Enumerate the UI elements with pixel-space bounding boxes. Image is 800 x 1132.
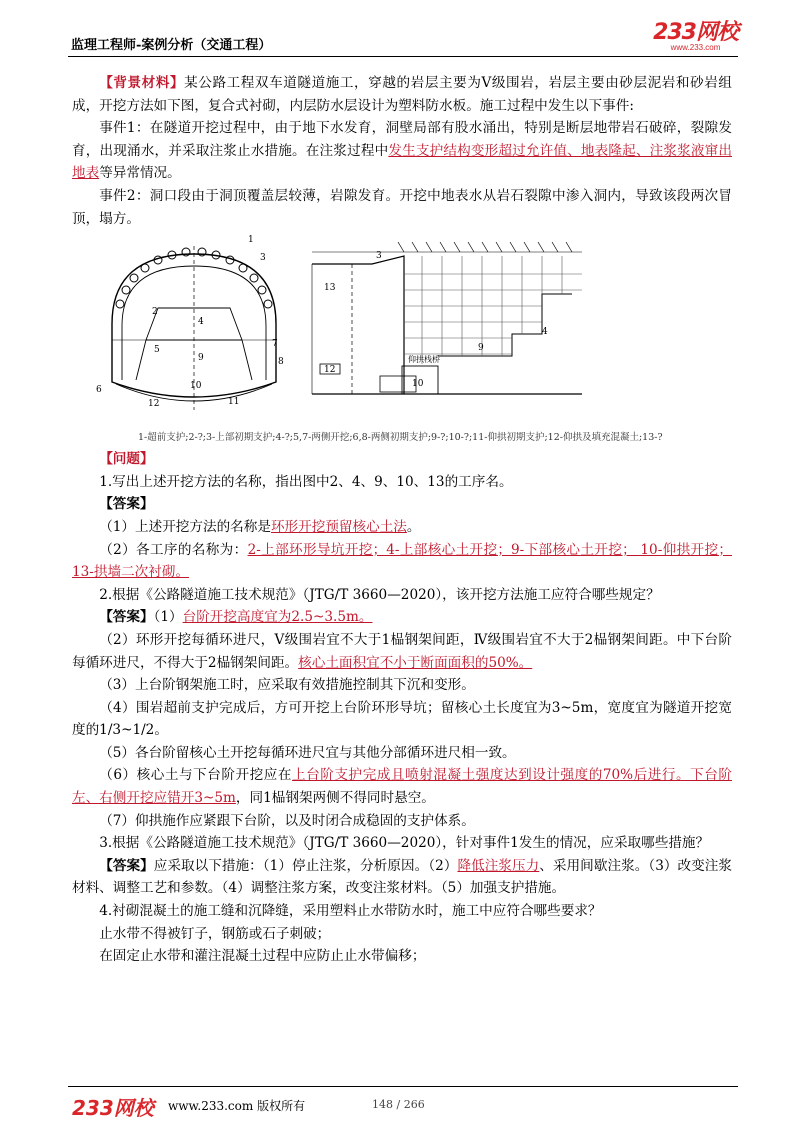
answer-4-1: 止水带不得被钉子，钢筋或石子刺破； — [99, 925, 331, 942]
answer-tag-1 — [72, 493, 732, 516]
event1-highlight: 发生支护结构变形超过允许值、地表隆起、注浆浆液窜出地表 — [72, 142, 733, 182]
a1-1-text: （1）上述开挖方法的名称是 — [99, 518, 271, 535]
label-2: 2 — [152, 307, 158, 318]
a3-tail: 、采用间歇注浆。（3）改变注浆材料、调整工艺和参数。（4）调整注浆方案，改变注浆材料。（5）加强支护措施。 — [72, 857, 733, 897]
label-8: 8 — [278, 357, 284, 368]
label-10: 10 — [190, 381, 202, 392]
label-9: 9 — [198, 353, 204, 364]
a2-6-tail: ，同1榀钢架两侧不得同时悬空。 — [235, 790, 435, 807]
logo-url: www.233.com — [670, 43, 721, 52]
label-12: 12 — [148, 399, 160, 410]
longitudinal-labels — [324, 251, 548, 389]
a2-2-text: （2）环形开挖每循环进尺，V级围岩宜不大于1榀钢架间距，Ⅳ级围岩宜不大于2榀钢架间距。中下台阶每循环进尺，不得大于2榀钢架间距。 — [72, 631, 732, 671]
answer-1-1 — [72, 516, 732, 539]
questions-tag — [72, 448, 732, 471]
document-body — [72, 72, 732, 968]
figure-caption: 1-超前支护;2-?;3-上部初期支护;4-?;5,7-两侧开挖;6,8-两侧初期支护;9-?;10-?;11-仰拱初期支护;12-仰拱及填充混凝土;13-? — [138, 432, 663, 444]
answer-2-3: （3）上台阶钢架施工时，应采取有效措施控制其下沉和变形。 — [99, 677, 475, 694]
header-title: 监理工程师-案例分析（交通工程） — [71, 38, 272, 53]
question-1: 1.写出上述开挖方法的名称，指出图中2、4、9、10、13的工序名。 — [99, 473, 513, 490]
a2-2-highlight: 核心土面积宜不小于断面面积的50%。 — [298, 654, 533, 671]
question-2: 2.根据《公路隧道施工技术规范》（JTG/T 3660—2020），该开挖方法施工应符合哪些规定？ — [99, 586, 660, 603]
bridge-label: 仰拱栈桥 — [408, 355, 440, 365]
answer-tag-text: 【答案】 — [99, 496, 154, 513]
a2-1-highlight: 台阶开挖高度宜为2.5~3.5m。 — [182, 609, 373, 626]
event1-tail: 等异常情况。 — [99, 165, 181, 182]
answer-tag-text: 【答案】 — [99, 609, 154, 626]
long-label-10: 10 — [412, 379, 424, 390]
event2-paragraph: 事件2：洞口段由于洞顶覆盖层较薄，岩隙发育。开挖中地表水从岩石裂隙中渗入洞内，导致该段两次冒顶，塌方。 — [72, 187, 732, 227]
tunnel-figure — [72, 234, 732, 424]
questions-tag-text: 【问题】 — [99, 451, 154, 468]
cross-section-labels — [96, 235, 284, 409]
a1-2-highlight: 2-上部环形导坑开挖；4-上部核心土开挖；9-下部核心土开挖； 10-仰拱开挖；13-拱墙二次衬砌。 — [72, 541, 732, 581]
a1-1-highlight: 环形开挖预留核心土法 — [270, 518, 407, 535]
answer-2-6 — [72, 764, 732, 809]
a1-1-tail: 。 — [406, 518, 421, 535]
answer-2-1 — [72, 606, 732, 629]
event1-paragraph — [72, 117, 732, 185]
long-label-3: 3 — [376, 251, 382, 262]
answer-3 — [72, 855, 732, 900]
long-label-9: 9 — [478, 343, 484, 354]
long-label-4: 4 — [542, 327, 548, 338]
ground-surface-hatch — [398, 242, 572, 252]
a1-2-text: （2）各工序的名称为： — [99, 541, 248, 558]
a2-6-highlight: 上台阶支护完成且喷射混凝土强度达到设计强度的70%后进行。下台阶左、右侧开挖应错开3~5m — [72, 767, 732, 807]
logo-text: 233网校 — [653, 20, 738, 45]
longitudinal-section-diagram — [312, 252, 582, 394]
answer-1-2 — [72, 539, 732, 584]
a3-highlight: 降低注浆压力 — [457, 857, 540, 874]
label-6: 6 — [96, 385, 102, 396]
background-text: 某公路工程双车道隧道施工，穿越的岩层主要为V级围岩，岩层主要由砂层泥岩和砂岩组成，开挖方法如下图，复合式衬砌，内层防水层设计为塑料防水板。施工过程中发生以下事件: — [72, 75, 732, 114]
question-4: 4.衬砌混凝土的施工缝和沉降缝，采用塑料止水带防水时，施工中应符合哪些要求？ — [99, 903, 602, 920]
label-11: 11 — [228, 397, 240, 408]
answer-2-2 — [72, 629, 732, 674]
label-3: 3 — [260, 253, 266, 264]
answer-2-7: （7）仰拱施作应紧跟下台阶，以及时闭合成稳固的支护体系。 — [99, 812, 475, 829]
footer-logo: 233网校 — [72, 1096, 154, 1120]
header-divider — [68, 56, 738, 57]
label-4: 4 — [198, 317, 204, 328]
event1-text: 事件1：在隧道开挖过程中，由于地下水发育，洞壁局部有股水涌出，特别是断层地带岩石破碎，裂隙发育，出现涌水，并采取注浆止水措施。在注浆过程中 — [72, 120, 732, 159]
background-tag: 【背景材料】 — [99, 75, 185, 91]
a3-text: 应采取以下措施：（1）停止注浆，分析原因。（2） — [153, 857, 458, 874]
brick-hatching — [404, 256, 582, 364]
question-3: 3.根据《公路隧道施工技术规范》（JTG/T 3660—2020），针对事件1发生的情况，应采取哪些措施？ — [99, 835, 710, 852]
footer-divider — [68, 1086, 738, 1087]
a2-6-text: （6）核心土与下台阶开挖应在 — [99, 767, 293, 784]
a2-1-text: （1） — [153, 609, 183, 626]
tunnel-diagram — [72, 234, 732, 424]
label-1: 1 — [248, 235, 254, 246]
answer-4-2: 在固定止水带和灌注混凝土过程中应防止止水带偏移； — [99, 948, 426, 965]
answer-2-4: （4）围岩超前支护完成后，方可开挖上台阶环形导坑；留核心土长度宜为3~5m，宽度宜为隧道开挖宽度的1/3~1/2。 — [72, 699, 732, 739]
label-5: 5 — [154, 345, 160, 356]
brand-logo — [653, 22, 738, 52]
background-paragraph — [72, 72, 732, 117]
label-7: 7 — [272, 339, 278, 350]
answer-tag-text: 【答案】 — [99, 857, 154, 874]
long-label-12: 12 — [324, 365, 336, 376]
answer-2-5: （5）各台阶留核心土开挖每循环进尺宜与其他分部循环进尺相一致。 — [99, 744, 516, 761]
footer-site: www.233.com 版权所有 — [168, 1099, 306, 1113]
long-label-13: 13 — [324, 283, 336, 294]
page-number: 148 / 266 — [372, 1098, 425, 1111]
